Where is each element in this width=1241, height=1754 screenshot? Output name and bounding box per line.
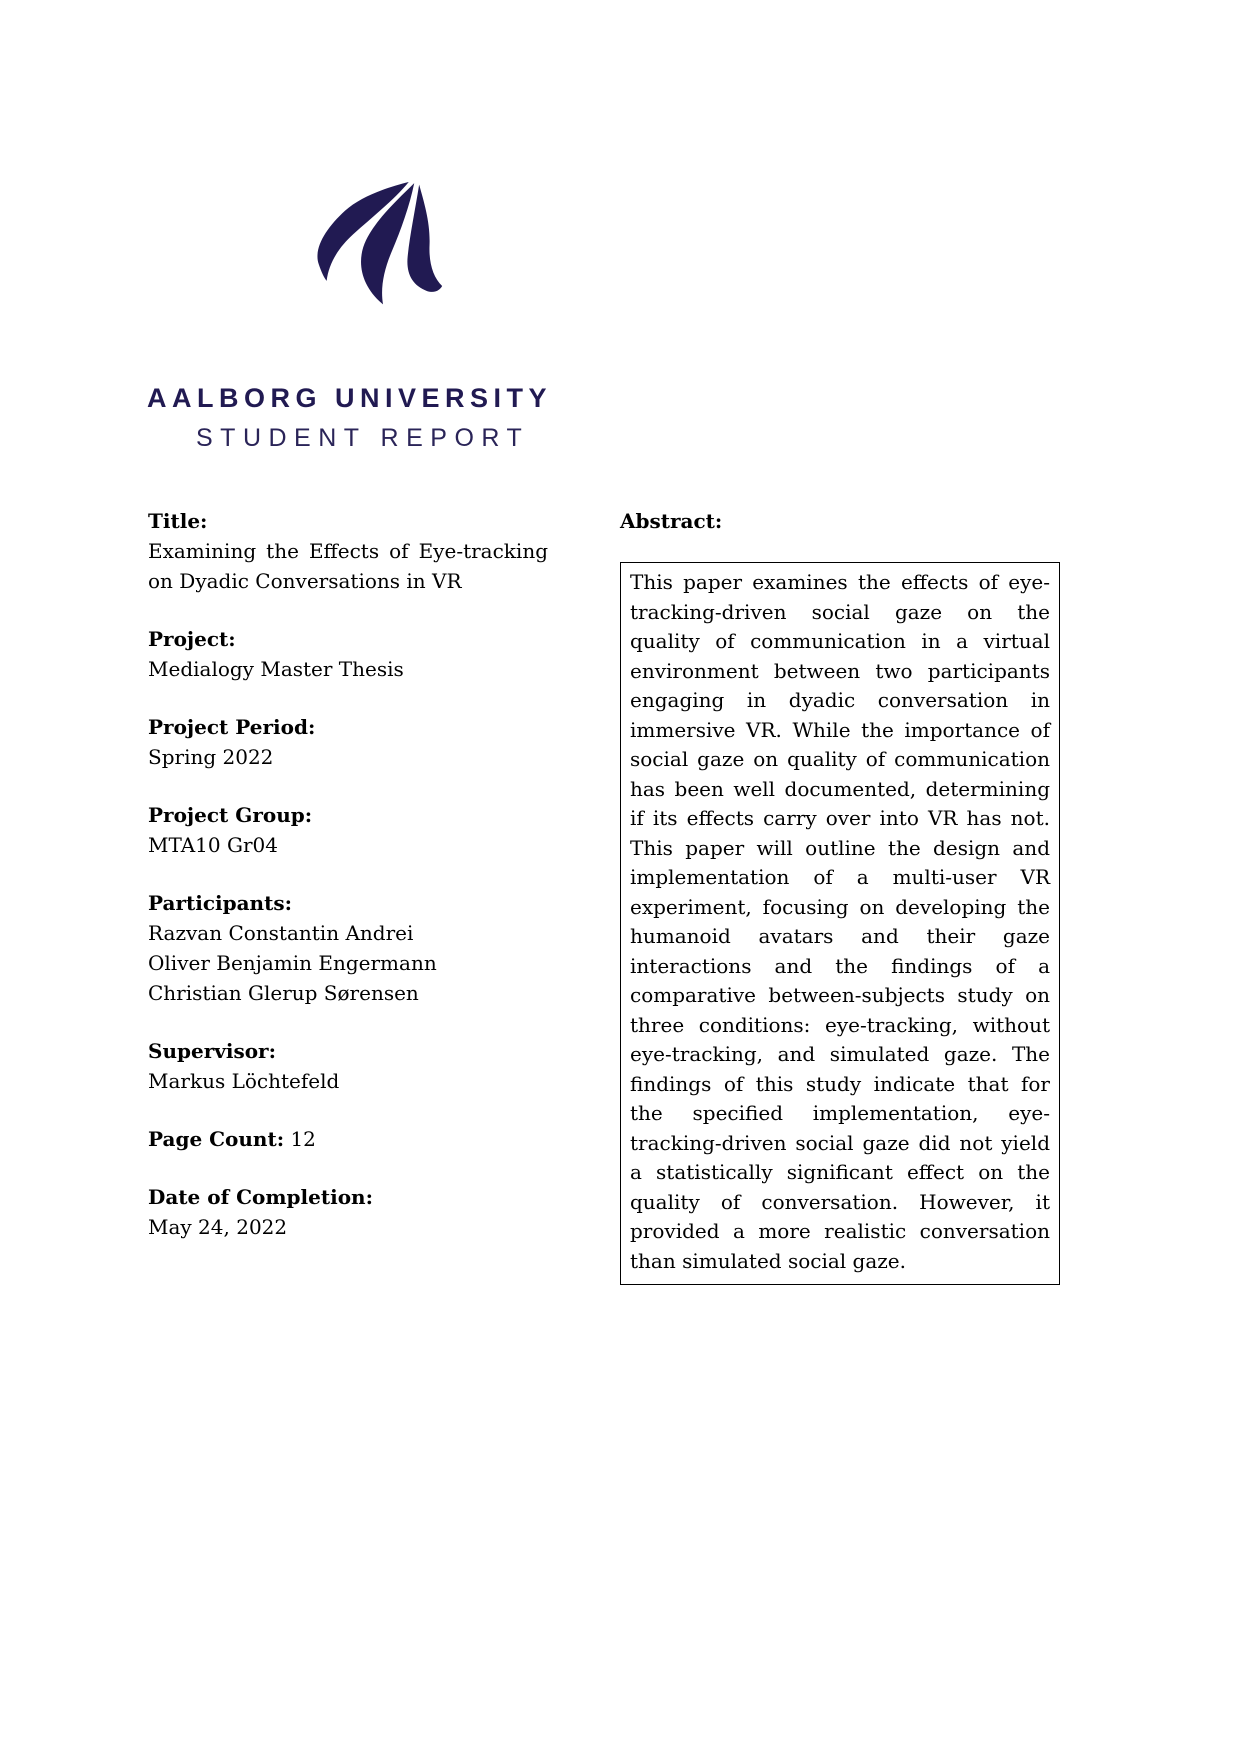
participant-name: Razvan Constantin Andrei (148, 921, 414, 945)
title-value: Examining the Effects of Eye-tracking on Dyadic Conversations in VR (148, 539, 548, 593)
logo-blade-right (407, 185, 442, 292)
project-value: Medialogy Master Thesis (148, 657, 404, 681)
project-group-label: Project Group: (148, 803, 313, 827)
project-period-label: Project Period: (148, 715, 316, 739)
participants-label: Participants: (148, 891, 292, 915)
participant-name: Oliver Benjamin Engermann (148, 951, 437, 975)
project-label: Project: (148, 627, 236, 651)
aalborg-university-logo-icon (299, 166, 455, 326)
supervisor-value: Markus Löchtefeld (148, 1069, 340, 1093)
participants-block (148, 888, 548, 1008)
page-count-value: 12 (290, 1127, 316, 1151)
metadata-column (148, 506, 548, 1270)
page-count-block (148, 1124, 548, 1154)
participant-name: Christian Glerup Sørensen (148, 981, 419, 1005)
project-period-value: Spring 2022 (148, 745, 274, 769)
supervisor-block (148, 1036, 548, 1096)
abstract-column (620, 506, 1060, 1285)
project-group-block (148, 800, 548, 860)
title-label: Title: (148, 509, 208, 533)
date-of-completion-block (148, 1182, 548, 1242)
supervisor-label: Supervisor: (148, 1039, 276, 1063)
project-block (148, 624, 548, 684)
university-name: AALBORG UNIVERSITY (147, 383, 553, 413)
date-of-completion-value: May 24, 2022 (148, 1215, 288, 1239)
project-period-block (148, 712, 548, 772)
project-group-value: MTA10 Gr04 (148, 833, 278, 857)
page-count-label: Page Count: (148, 1127, 285, 1151)
report-type-subtitle: STUDENT REPORT (196, 424, 530, 452)
date-of-completion-label: Date of Completion: (148, 1185, 373, 1209)
title-block (148, 506, 548, 596)
abstract-label: Abstract: (620, 509, 723, 533)
abstract-text-box: This paper examines the effects of eye-tracking-driven social gaze on the quality of communication in a virtual environment between two participants engaging in dyadic conversation in immersive VR. While the importance of social gaze on quality of communication has been well documented, determining if its effects carry over into VR has not. This paper will outline the design and implementation of a multi-user VR experiment, focusing on developing the humanoid avatars and their gaze interactions and the findings of a comparative between-subjects study on three conditions: eye-tracking, without eye-tracking, and simulated gaze. The findings of this study indicate that for the specified implementation, eye-tracking-driven social gaze did not yield a statistically significant effect on the quality of conversation. However, it provided a more realistic conversation than simulated social gaze. (620, 562, 1060, 1285)
